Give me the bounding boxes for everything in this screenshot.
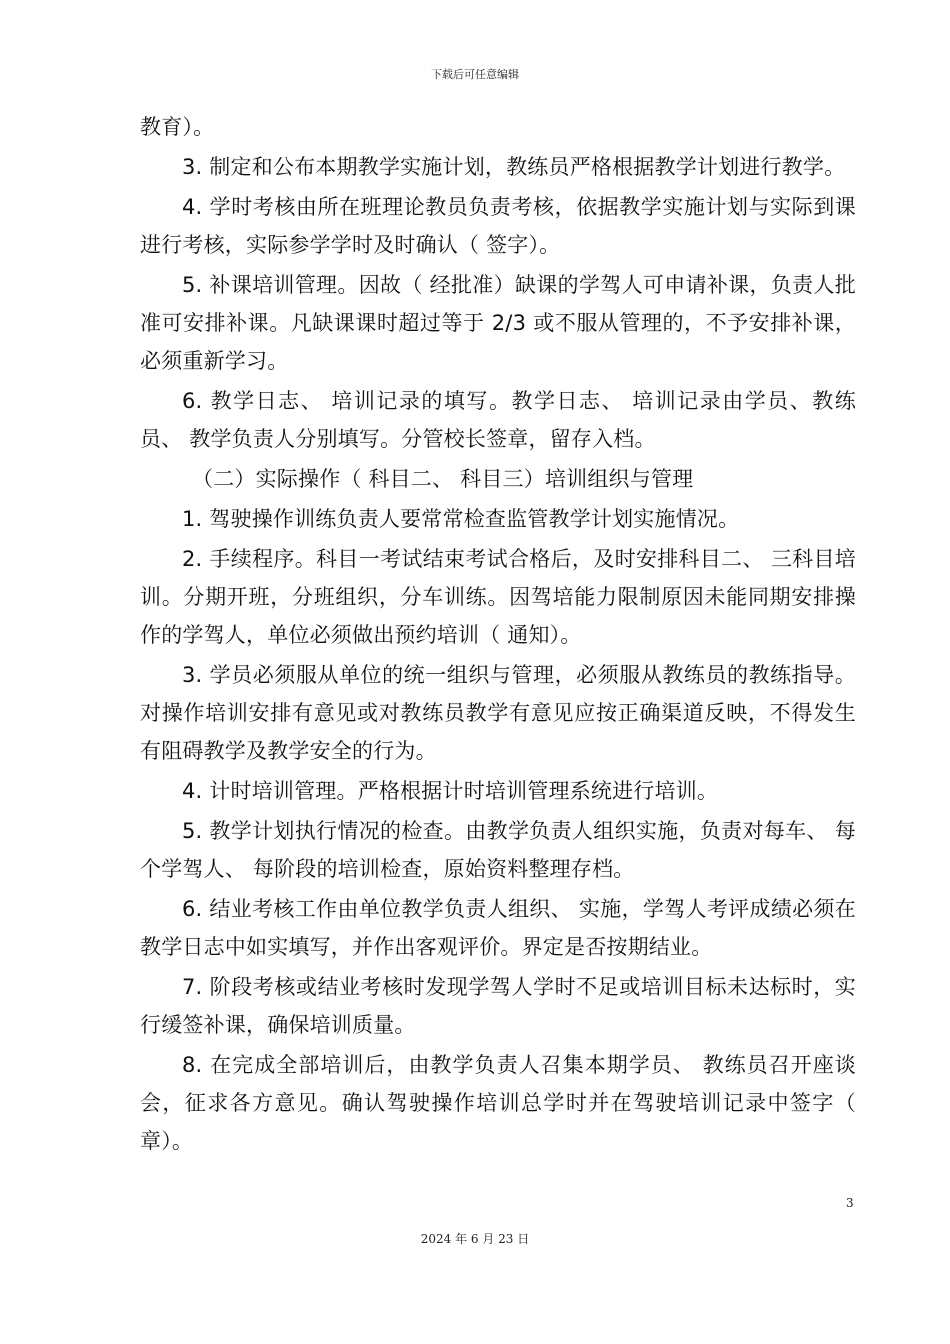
- page-header: 下载后可任意编辑: [431, 68, 519, 81]
- paragraph-item-5-makeup: 5. 补课培训管理。因故（ 经批准）缺课的学驾人可申请补课，负责人批准可安排补课。凡缺课课时超过等于 2/3 或不服从管理的，不予安排补课，必须重新学习。: [140, 273, 856, 373]
- paragraph-item-4-assessment: 4. 学时考核由所在班理论教员负责考核，依据教学实施计划与实际到课进行考核，实际参学学时及时确认（ 签字）。: [140, 195, 856, 257]
- paragraph-continuation: 教育）。: [140, 115, 215, 139]
- paragraph-practical-2: 2. 手续程序。科目一考试结束考试合格后，及时安排科目二、 三科目培训。分期开班，分班组织，分车训练。因驾培能力限制原因未能同期安排操作的学驾人，单位必须做出预约培训（ 通知）。: [140, 547, 856, 647]
- section-heading-practical: （二）实际操作（ 科目二、 科目三）培训组织与管理: [192, 467, 694, 491]
- page-number: 3: [846, 1196, 854, 1210]
- paragraph-practical-8: 8. 在完成全部培训后，由教学负责人召集本期学员、 教练员召开座谈会，征求各方意见。确认驾驶操作培训总学时并在驾驶培训记录中签字（ 章）。: [140, 1053, 856, 1153]
- paragraph-practical-1: 1. 驾驶操作训练负责人要常常检查监管教学计划实施情况。: [182, 507, 740, 531]
- paragraph-practical-7: 7. 阶段考核或结业考核时发现学驾人学时不足或培训目标未达标时，实行缓签补课，确保培训质量。: [140, 975, 856, 1037]
- paragraph-practical-4: 4. 计时培训管理。严格根据计时培训管理系统进行培训。: [182, 779, 719, 803]
- paragraph-item-3-plan: 3. 制定和公布本期教学实施计划，教练员严格根据教学计划进行教学。: [182, 155, 846, 179]
- document-body: [140, 108, 856, 1162]
- paragraph-practical-3: 3. 学员必须服从单位的统一组织与管理，必须服从教练员的教练指导。对操作培训安排有意见或对教练员教学有意见应按正确渠道反映，不得发生有阻碍教学及教学安全的行为。: [140, 663, 856, 763]
- paragraph-practical-5: 5. 教学计划执行情况的检查。由教学负责人组织实施，负责对每车、 每个学驾人、 每阶段的培训检查，原始资料整理存档。: [140, 819, 856, 881]
- page-footer-date: 2024 年 6 月 23 日: [420, 1232, 530, 1246]
- paragraph-practical-6: 6. 结业考核工作由单位教学负责人组织、 实施，学驾人考评成绩必须在教学日志中如实填写，并作出客观评价。界定是否按期结业。: [140, 897, 856, 959]
- paragraph-item-6-logs: 6. 教学日志、 培训记录的填写。教学日志、 培训记录由学员、教练员、 教学负责人分别填写。分管校长签章，留存入档。: [140, 389, 856, 451]
